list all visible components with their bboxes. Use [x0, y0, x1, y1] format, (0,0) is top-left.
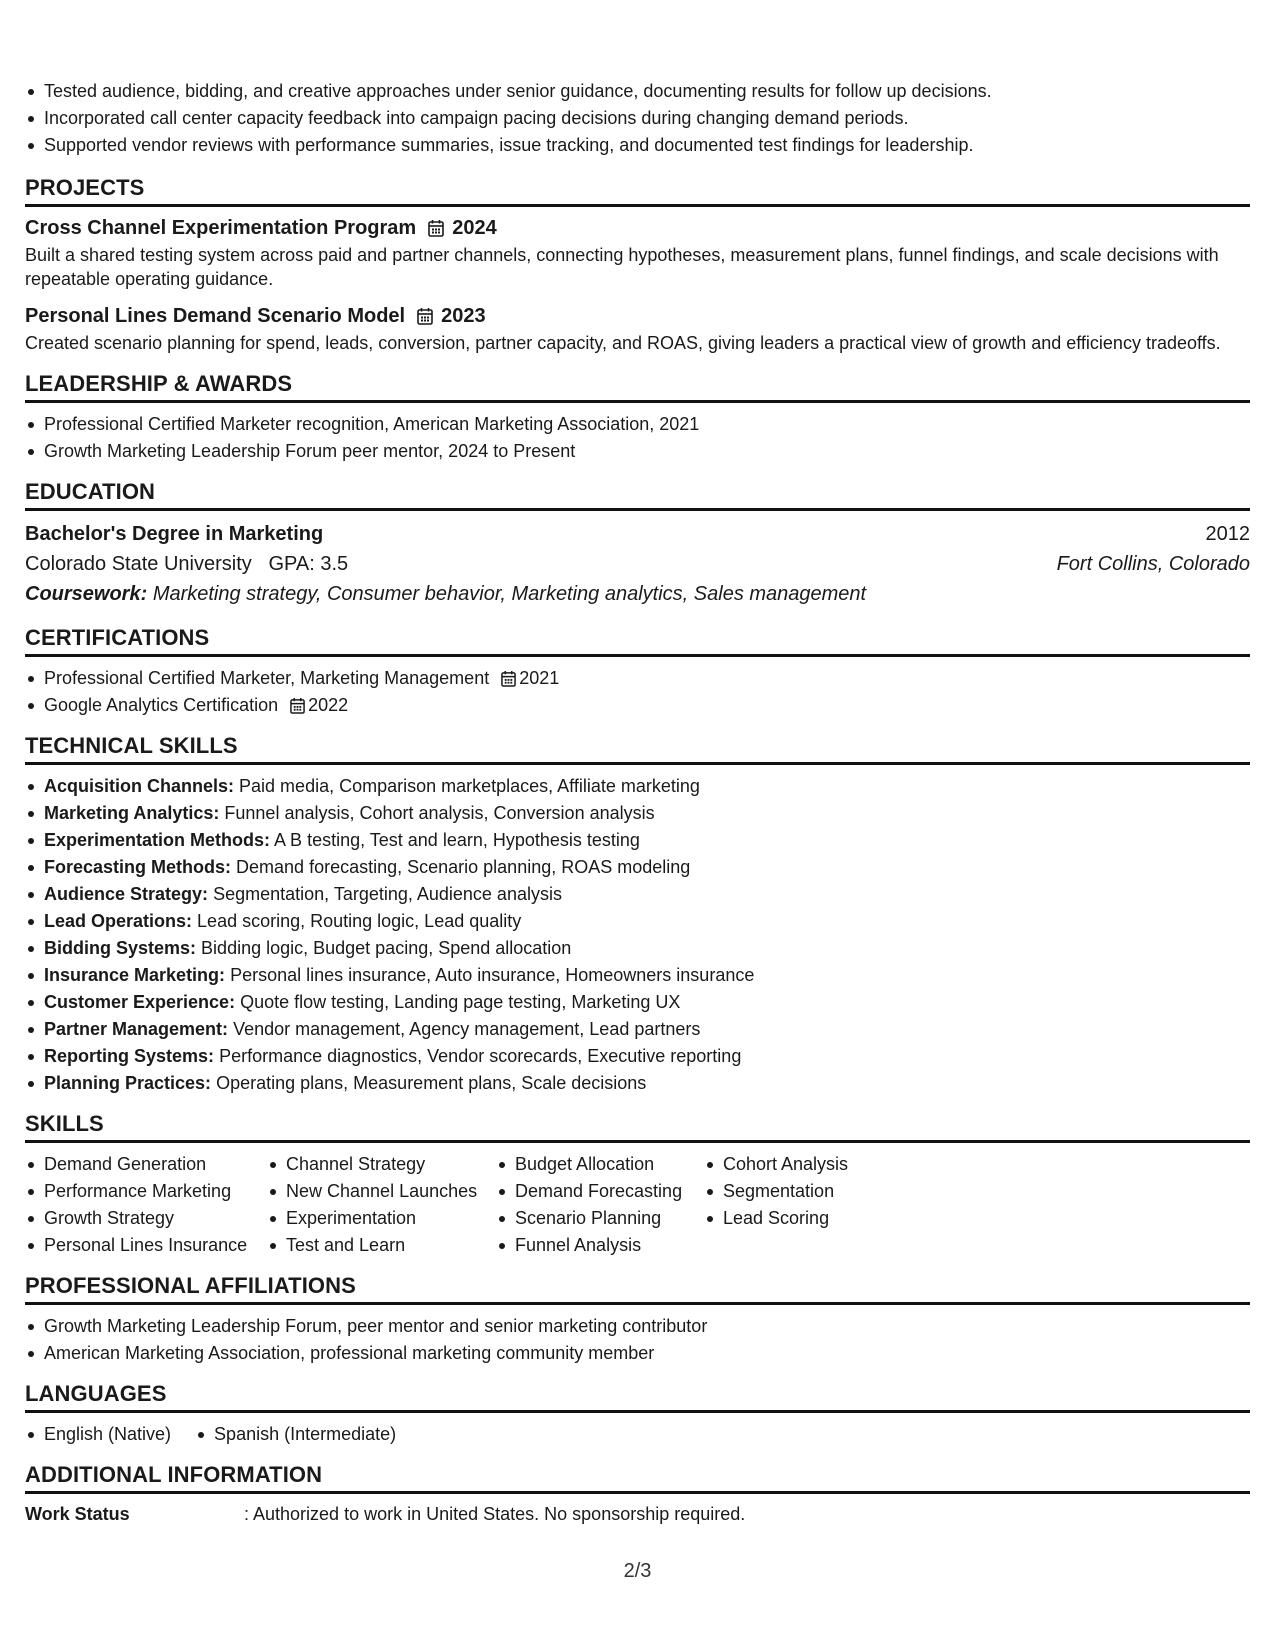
- section-title-education: EDUCATION: [25, 479, 1250, 511]
- project-description: Created scenario planning for spend, leads, conversion, partner capacity, and ROAS, giving leaders a practical view of growth and efficiency tradeoffs.: [25, 333, 1221, 353]
- list-item: Cohort Analysis: [704, 1151, 904, 1178]
- skill-label: Forecasting Methods:: [44, 857, 232, 877]
- skill-label: Lead Operations:: [44, 911, 193, 931]
- skill-label: Bidding Systems:: [44, 938, 197, 958]
- certification-year: 2022: [308, 695, 349, 715]
- section-title-certifications: CERTIFICATIONS: [25, 625, 1250, 657]
- skills-column: [25, 1151, 267, 1259]
- section-title-technical-skills: TECHNICAL SKILLS: [25, 733, 1250, 765]
- education-coursework: [25, 579, 1250, 609]
- section-title-affiliations: PROFESSIONAL AFFILIATIONS: [25, 1273, 1250, 1305]
- skill-label: Partner Management:: [44, 1019, 229, 1039]
- project-year: 2024: [452, 217, 497, 239]
- experience-bullets: [25, 78, 1250, 159]
- skills-column: [267, 1151, 496, 1259]
- list-item: American Marketing Association, professional marketing community member: [25, 1340, 1250, 1367]
- list-item: Growth Marketing Leadership Forum peer mentor, 2024 to Present: [25, 438, 1250, 465]
- skills-grid: [25, 1151, 1250, 1259]
- education-entry: [25, 519, 1250, 609]
- list-item: [25, 989, 1250, 1016]
- list-item: Tested audience, bidding, and creative approaches under senior guidance, documenting results for follow up decisions.: [25, 78, 1250, 105]
- skills-column: [496, 1151, 704, 1259]
- coursework-value: Marketing strategy, Consumer behavior, Marketing analytics, Sales management: [152, 583, 867, 605]
- leadership-list: [25, 411, 1250, 465]
- skill-value: Funnel analysis, Cohort analysis, Conversion analysis: [224, 803, 655, 823]
- work-status-value: : Authorized to work in United States. No sponsorship required.: [244, 1504, 746, 1524]
- skill-value: A B testing, Test and learn, Hypothesis testing: [274, 830, 640, 850]
- list-item: Personal Lines Insurance: [25, 1232, 267, 1259]
- skill-label: Audience Strategy:: [44, 884, 209, 904]
- skill-value: Paid media, Comparison marketplaces, Affiliate marketing: [239, 776, 700, 796]
- skill-value: Segmentation, Targeting, Audience analysis: [213, 884, 562, 904]
- technical-skills-list: [25, 773, 1250, 1097]
- certification-name: Professional Certified Marketer, Marketing Management: [44, 668, 490, 688]
- list-item: [25, 773, 1250, 800]
- section-title-projects: PROJECTS: [25, 175, 1250, 207]
- certification-name: Google Analytics Certification: [44, 695, 279, 715]
- list-item: Scenario Planning: [496, 1205, 704, 1232]
- list-item: Professional Certified Marketer recognition, American Marketing Association, 2021: [25, 411, 1250, 438]
- list-item: Experimentation: [267, 1205, 496, 1232]
- list-item: [25, 881, 1250, 908]
- skill-label: Experimentation Methods:: [44, 830, 271, 850]
- list-item: [25, 1043, 1250, 1070]
- languages-list: [25, 1421, 1250, 1448]
- list-item: Demand Forecasting: [496, 1178, 704, 1205]
- list-item: [25, 935, 1250, 962]
- skill-label: Planning Practices:: [44, 1073, 212, 1093]
- education-year: 2012: [1205, 523, 1250, 545]
- section-title-leadership: LEADERSHIP & AWARDS: [25, 371, 1250, 403]
- list-item: Demand Generation: [25, 1151, 267, 1178]
- project-item: [25, 215, 1250, 291]
- skill-label: Marketing Analytics:: [44, 803, 220, 823]
- skills-column: [704, 1151, 904, 1259]
- calendar-icon: [290, 697, 305, 714]
- resume-page: [25, 78, 1250, 1526]
- calendar-icon: [428, 219, 444, 237]
- project-name: Cross Channel Experimentation Program: [25, 217, 417, 239]
- certifications-list: [25, 665, 1250, 719]
- work-status-row: [25, 1502, 1250, 1526]
- education-gpa: GPA: 3.5: [268, 553, 349, 575]
- affiliations-list: [25, 1313, 1250, 1367]
- skill-label: Insurance Marketing:: [44, 965, 226, 985]
- list-item: Performance Marketing: [25, 1178, 267, 1205]
- list-item: [25, 800, 1250, 827]
- list-item: Spanish (Intermediate): [195, 1421, 396, 1448]
- list-item: Growth Strategy: [25, 1205, 267, 1232]
- list-item: Budget Allocation: [496, 1151, 704, 1178]
- list-item: [25, 1070, 1250, 1097]
- list-item: Supported vendor reviews with performance summaries, issue tracking, and documented test findings for leadership.: [25, 132, 1250, 159]
- education-location: Fort Collins, Colorado: [1056, 553, 1250, 575]
- list-item: Lead Scoring: [704, 1205, 904, 1232]
- skill-label: Customer Experience:: [44, 992, 236, 1012]
- skill-value: Bidding logic, Budget pacing, Spend allocation: [201, 938, 572, 958]
- skill-value: Performance diagnostics, Vendor scorecards, Executive reporting: [219, 1046, 742, 1066]
- list-item: [25, 827, 1250, 854]
- project-item: [25, 303, 1250, 355]
- education-school-line: [25, 549, 348, 579]
- list-item: New Channel Launches: [267, 1178, 496, 1205]
- section-title-additional: ADDITIONAL INFORMATION: [25, 1462, 1250, 1494]
- calendar-icon: [417, 307, 433, 325]
- skill-value: Quote flow testing, Landing page testing, Marketing UX: [240, 992, 681, 1012]
- list-item: [25, 908, 1250, 935]
- skill-value: Vendor management, Agency management, Lead partners: [233, 1019, 701, 1039]
- project-description: Built a shared testing system across paid and partner channels, connecting hypotheses, measurement plans, funnel findings, and scale decisions with repeatable operating guidance.: [25, 245, 1219, 289]
- skill-value: Demand forecasting, Scenario planning, ROAS modeling: [236, 857, 691, 877]
- list-item: [25, 962, 1250, 989]
- education-degree: Bachelor's Degree in Marketing: [25, 523, 324, 545]
- list-item: [25, 854, 1250, 881]
- list-item: [25, 1016, 1250, 1043]
- project-year: 2023: [441, 305, 486, 327]
- list-item: Growth Marketing Leadership Forum, peer mentor and senior marketing contributor: [25, 1313, 1250, 1340]
- education-school: Colorado State University: [25, 553, 252, 575]
- list-item: Incorporated call center capacity feedback into campaign pacing decisions during changing demand periods.: [25, 105, 1250, 132]
- skill-value: Operating plans, Measurement plans, Scale decisions: [216, 1073, 647, 1093]
- page-number: 2/3: [623, 1560, 652, 1582]
- skill-value: Personal lines insurance, Auto insurance, Homeowners insurance: [230, 965, 755, 985]
- calendar-icon: [501, 670, 516, 687]
- work-status-label: Work Status: [25, 1504, 130, 1524]
- list-item: English (Native): [25, 1421, 171, 1448]
- list-item: Funnel Analysis: [496, 1232, 704, 1259]
- section-title-skills: SKILLS: [25, 1111, 1250, 1143]
- project-name: Personal Lines Demand Scenario Model: [25, 305, 406, 327]
- certification-item: [25, 665, 1250, 692]
- list-item: Segmentation: [704, 1178, 904, 1205]
- coursework-label: Coursework:: [25, 583, 148, 605]
- skill-label: Reporting Systems:: [44, 1046, 215, 1066]
- certification-item: [25, 692, 1250, 719]
- list-item: Channel Strategy: [267, 1151, 496, 1178]
- certification-year: 2021: [519, 668, 560, 688]
- skill-label: Acquisition Channels:: [44, 776, 235, 796]
- list-item: Test and Learn: [267, 1232, 496, 1259]
- section-title-languages: LANGUAGES: [25, 1381, 1250, 1413]
- skill-value: Lead scoring, Routing logic, Lead quality: [197, 911, 522, 931]
